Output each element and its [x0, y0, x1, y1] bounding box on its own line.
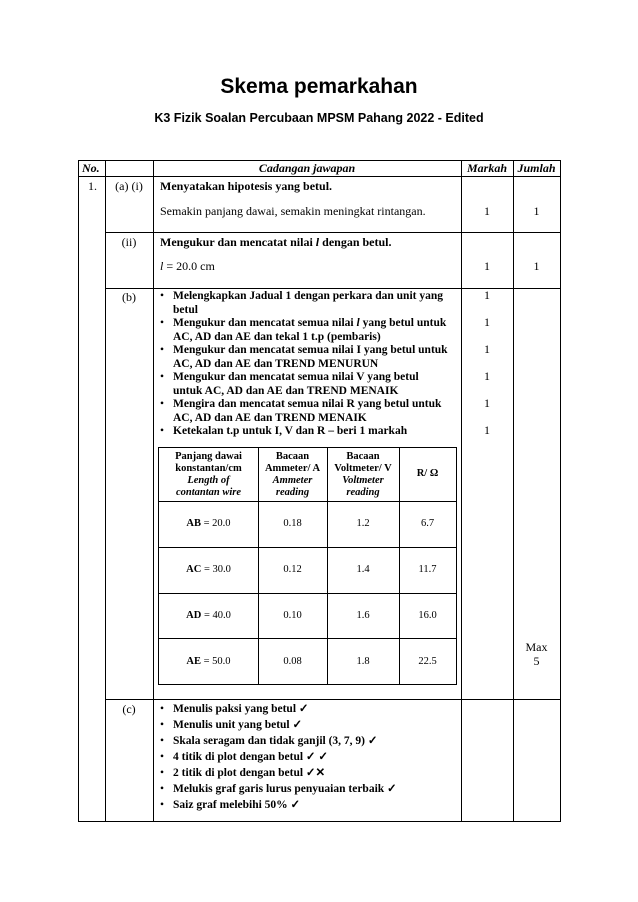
header-cadangan-jawapan: Cadangan jawapan	[258, 161, 356, 175]
table-row-ac-length: AC = 30.0	[186, 564, 231, 575]
markah-a-i: 1	[484, 204, 490, 218]
column-header-resistance: R/ Ω	[416, 468, 439, 479]
header-jumlah: Jumlah	[517, 161, 556, 175]
jumlah-a-i: 1	[533, 204, 540, 218]
header-no: No.	[82, 161, 100, 175]
jumlah-b-max: Max	[525, 640, 548, 654]
markah-b-3: 1	[484, 342, 490, 356]
table-row-ab-current: 0.18	[283, 518, 302, 529]
criterion-c-1: • Menulis paksi yang betul ✓	[160, 703, 309, 715]
table-row-ab-voltage: 1.2	[356, 518, 370, 529]
part-label-b: (b)	[122, 290, 136, 304]
question-number: 1.	[88, 179, 97, 193]
criterion-c-4: • 4 titik di plot dengan betul ✓ ✓	[160, 751, 329, 763]
table-row-ae-current: 0.08	[283, 656, 302, 667]
criterion-b-6: • Ketekalan t.p untuk I, V dan R – beri 1 markah	[160, 425, 408, 437]
table-row-ae-resistance: 22.5	[418, 656, 437, 667]
markah-b-5: 1	[484, 396, 490, 410]
criterion-b-1: • Melengkapkan Jadual 1 dengan perkara dan unit yang betul	[160, 290, 443, 316]
criterion-c-6: • Melukis graf garis lurus penyuaian terbaik ✓	[160, 783, 397, 795]
part-label-a-ii: (ii)	[121, 235, 137, 249]
table-row-ac-resistance: 11.7	[418, 564, 437, 575]
table-row-ad-voltage: 1.6	[356, 610, 370, 621]
markah-b-4: 1	[484, 369, 490, 383]
table-row-ac-voltage: 1.4	[356, 564, 370, 575]
column-header-ammeter: Bacaan Ammeter/ A Ammeter reading	[264, 451, 321, 498]
criterion-c-7: • Saiz graf melebihi 50% ✓	[160, 799, 301, 811]
criterion-b-4: • Mengukur dan mencatat semua nilai V yang betul untuk AC, AD dan AE dan TREND MENAIK	[160, 371, 419, 397]
answer-a-ii: l = 20.0 cm	[160, 259, 215, 273]
markah-a-ii: 1	[484, 259, 490, 273]
table-row-ab-resistance: 6.7	[420, 518, 435, 529]
jumlah-a-ii: 1	[533, 259, 540, 273]
jumlah-b-value: 5	[533, 654, 540, 668]
criterion-b-3: • Mengukur dan mencatat semua nilai I yang betul untuk AC, AD dan AE dan TREND MENURUN	[160, 344, 448, 370]
column-header-length: Panjang dawai konstantan/cm Length of contantan wire	[175, 451, 242, 498]
answer-a-i: Semakin panjang dawai, semakin meningkat rintangan.	[160, 204, 426, 218]
table-row-ad-length: AD = 40.0	[186, 610, 231, 621]
criterion-b-2: • Mengukur dan mencatat semua nilai l yang betul untuk AC, AD dan AE dan tekal 1 t.p (pembaris)	[160, 317, 447, 343]
criterion-a-i: Menyatakan hipotesis yang betul.	[160, 179, 333, 193]
document-subtitle: K3 Fizik Soalan Percubaan MPSM Pahang 2022 - Edited	[154, 111, 484, 125]
column-header-voltmeter: Bacaan Voltmeter/ V Voltmeter reading	[334, 451, 392, 498]
header-markah: Markah	[466, 161, 507, 175]
table-row-ad-current: 0.10	[283, 610, 302, 621]
part-label-c: (c)	[122, 702, 136, 716]
criterion-c-2: • Menulis unit yang betul ✓	[160, 719, 303, 731]
part-label-a-i: (a) (i)	[115, 179, 143, 193]
markah-b-6: 1	[484, 423, 490, 437]
markah-b-1: 1	[484, 288, 490, 302]
table-row-ae-voltage: 1.8	[356, 656, 370, 667]
table-row-ab-length: AB = 20.0	[186, 518, 231, 529]
document-title: Skema pemarkahan	[220, 75, 418, 98]
table-row-ad-resistance: 16.0	[418, 610, 437, 621]
criterion-c-3: • Skala seragam dan tidak ganjil (3, 7, 9) ✓	[160, 735, 378, 747]
criterion-a-ii: Mengukur dan mencatat nilai l dengan betul.	[160, 235, 392, 249]
criterion-b-5: • Mengira dan mencatat semua nilai R yang betul untuk AC, AD dan AE dan TREND MENAIK	[160, 398, 442, 424]
jadual-1-table	[158, 447, 457, 685]
table-row-ac-current: 0.12	[283, 564, 302, 575]
markah-b-2: 1	[484, 315, 490, 329]
criterion-c-5: • 2 titik di plot dengan betul ✓✕	[160, 767, 326, 779]
table-row-ae-length: AE = 50.0	[186, 656, 231, 667]
